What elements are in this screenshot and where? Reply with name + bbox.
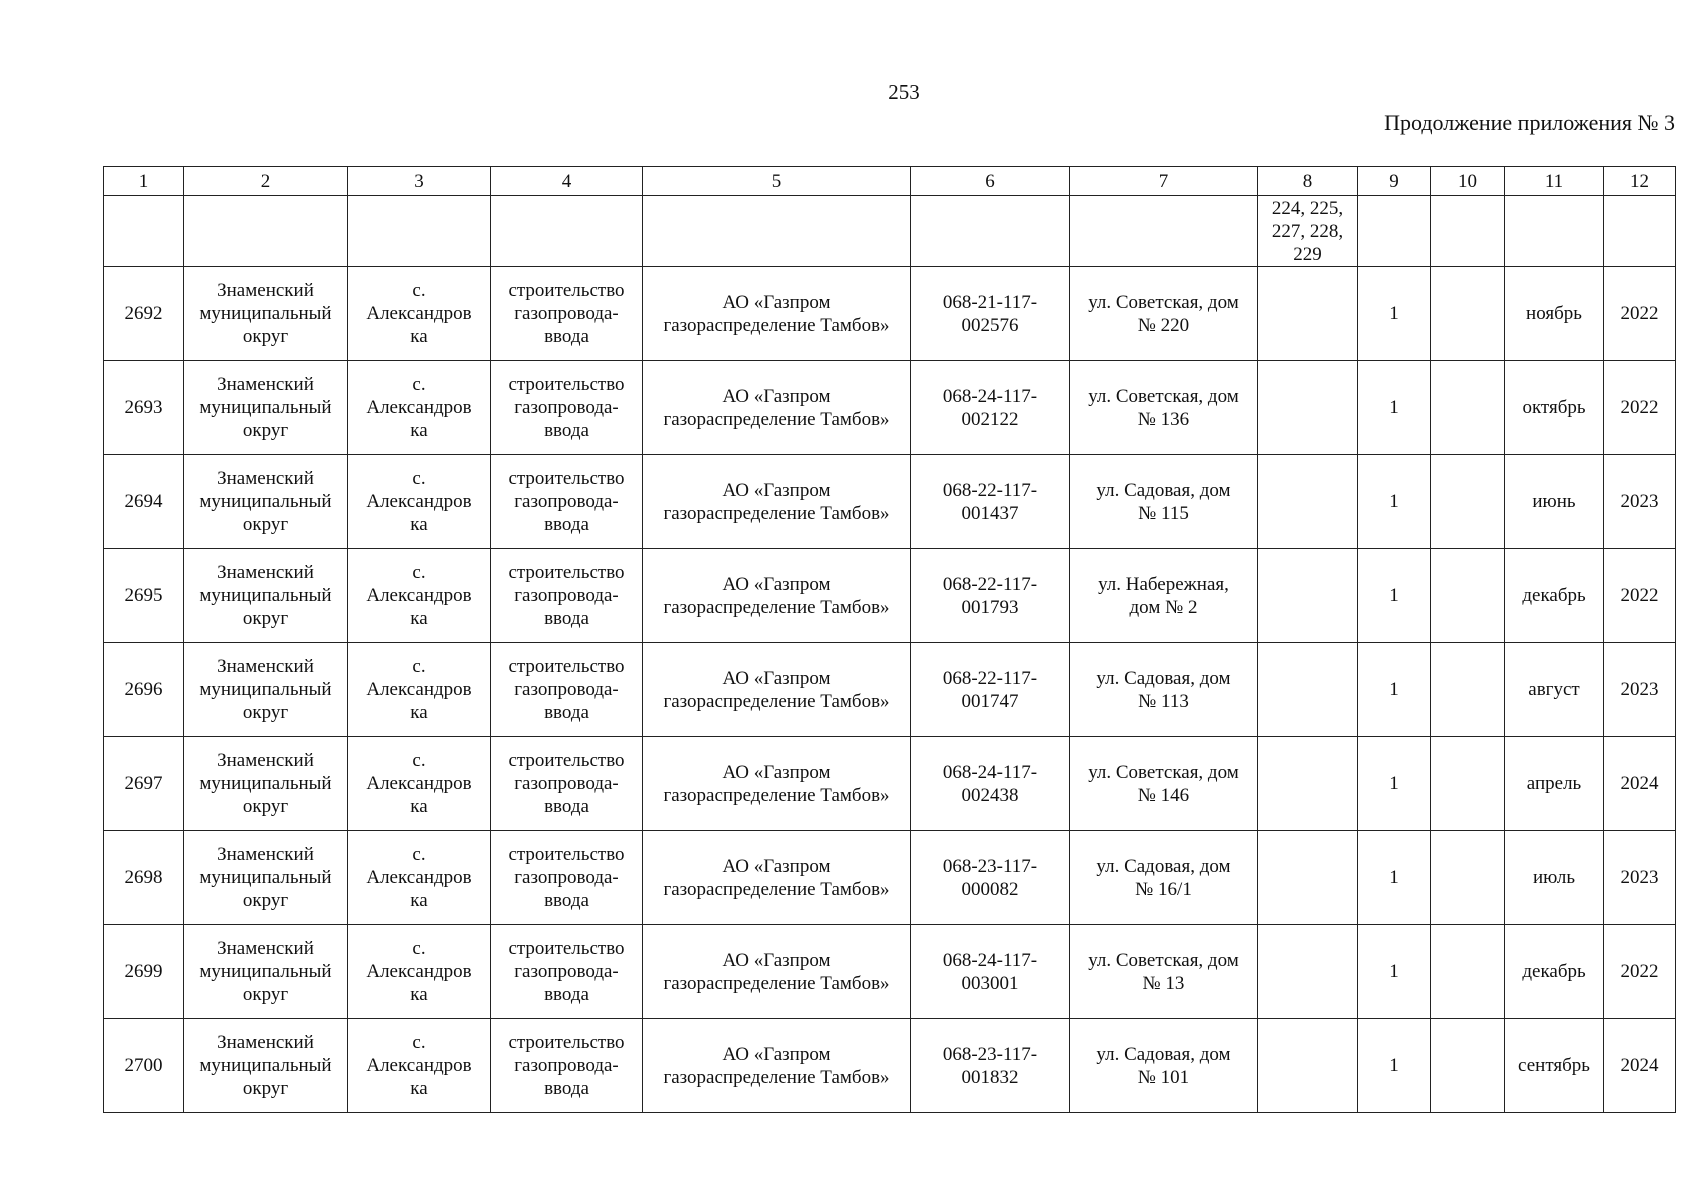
object-code-cell-line: 068-22-117- <box>942 573 1038 595</box>
district-cell <box>184 267 348 361</box>
organization-cell-line: газораспределение Тамбов» <box>663 596 890 618</box>
district-cell <box>184 455 348 549</box>
address-cell <box>1070 549 1258 643</box>
work-type-cell-line: строительство <box>508 468 625 489</box>
district-cell <box>184 1019 348 1113</box>
continuation-col-6 <box>911 196 1070 267</box>
settlement-cell <box>348 737 491 831</box>
work-type-cell <box>491 925 643 1019</box>
object-code-cell <box>911 361 1070 455</box>
object-code-cell-line: 068-23-117- <box>942 855 1038 877</box>
work-type-cell-line: газопровода- <box>514 867 619 888</box>
district-cell-line: округ <box>242 608 289 629</box>
organization-cell-line: АО «Газпром <box>722 479 831 501</box>
column-10-cell <box>1431 831 1505 925</box>
object-code-cell-line: 068-22-117- <box>942 667 1038 689</box>
continuation-col-9 <box>1358 196 1431 267</box>
address-cell-line: ул. Советская, дом <box>1088 291 1239 313</box>
quantity-cell: 1 <box>1358 643 1431 737</box>
continuation-col-11 <box>1505 196 1604 267</box>
continuation-col-12 <box>1604 196 1676 267</box>
organization-cell-line: газораспределение Тамбов» <box>663 314 890 336</box>
organization-cell <box>643 737 911 831</box>
organization-cell <box>643 549 911 643</box>
settlement-cell <box>348 361 491 455</box>
district-cell-line: округ <box>242 514 289 535</box>
column-8-cell <box>1258 455 1358 549</box>
column-header-8: 8 <box>1258 167 1358 196</box>
object-code-cell-line: 068-24-117- <box>942 761 1038 783</box>
object-code-cell <box>911 455 1070 549</box>
month-cell: июнь <box>1505 455 1604 549</box>
month-cell: ноябрь <box>1505 267 1604 361</box>
district-cell-line: муниципальный <box>199 303 332 324</box>
work-type-cell-line: ввода <box>544 796 589 817</box>
column-8-cell <box>1258 361 1358 455</box>
column-header-1: 1 <box>104 167 184 196</box>
address-cell-line: № 146 <box>1137 784 1190 806</box>
record-number-cell: 2697 <box>104 737 184 831</box>
work-type-cell <box>491 361 643 455</box>
column-header-5: 5 <box>643 167 911 196</box>
year-cell: 2022 <box>1604 925 1676 1019</box>
column-header-9: 9 <box>1358 167 1431 196</box>
organization-cell <box>643 1019 911 1113</box>
organization-cell <box>643 925 911 1019</box>
settlement-cell-line: Александров <box>366 303 472 324</box>
work-type-cell-line: ввода <box>544 514 589 535</box>
continuation-col-8-line: 229 <box>1293 243 1322 265</box>
work-type-cell-line: строительство <box>508 374 625 395</box>
address-cell-line: № 115 <box>1138 502 1189 524</box>
object-code-cell <box>911 549 1070 643</box>
settlement-cell-line: с. <box>412 374 426 395</box>
object-code-cell-line: 068-22-117- <box>942 479 1038 501</box>
column-8-cell <box>1258 267 1358 361</box>
address-cell-line: № 13 <box>1142 972 1185 994</box>
work-type-cell-line: строительство <box>508 562 625 583</box>
address-cell-line: № 113 <box>1138 690 1189 712</box>
organization-cell <box>643 455 911 549</box>
address-cell-line: ул. Садовая, дом <box>1096 855 1231 877</box>
settlement-cell-line: ка <box>410 984 428 1005</box>
district-cell-line: Знаменский <box>217 468 314 489</box>
organization-cell-line: АО «Газпром <box>722 949 831 971</box>
quantity-cell: 1 <box>1358 831 1431 925</box>
table-row <box>104 1019 1676 1113</box>
object-code-cell-line: 001437 <box>961 502 1019 524</box>
object-code-cell-line: 002438 <box>961 784 1019 806</box>
year-cell: 2023 <box>1604 455 1676 549</box>
continuation-col-8-line: 227, 228, <box>1271 220 1344 242</box>
object-code-cell <box>911 925 1070 1019</box>
district-cell-line: округ <box>242 326 289 347</box>
month-cell: июль <box>1505 831 1604 925</box>
record-number-cell: 2694 <box>104 455 184 549</box>
address-cell-line: дом № 2 <box>1129 596 1198 618</box>
district-cell-line: муниципальный <box>199 961 332 982</box>
district-cell-line: округ <box>242 796 289 817</box>
object-code-cell-line: 068-21-117- <box>942 291 1038 313</box>
column-header-2: 2 <box>184 167 348 196</box>
column-8-cell <box>1258 737 1358 831</box>
district-cell-line: муниципальный <box>199 867 332 888</box>
work-type-cell-line: строительство <box>508 280 625 301</box>
table-row <box>104 361 1676 455</box>
settlement-cell <box>348 455 491 549</box>
record-number-cell: 2693 <box>104 361 184 455</box>
work-type-cell-line: строительство <box>508 656 625 677</box>
continuation-col-7 <box>1070 196 1258 267</box>
continuation-col-3 <box>348 196 491 267</box>
settlement-cell-line: Александров <box>366 867 472 888</box>
object-code-cell-line: 000082 <box>961 878 1019 900</box>
settlement-cell-line: с. <box>412 1032 426 1053</box>
column-header-11: 11 <box>1505 167 1604 196</box>
continuation-col-8 <box>1258 196 1358 267</box>
object-code-cell <box>911 267 1070 361</box>
organization-cell-line: газораспределение Тамбов» <box>663 972 890 994</box>
work-type-cell <box>491 737 643 831</box>
object-code-cell-line: 001793 <box>961 596 1019 618</box>
address-cell-line: № 220 <box>1137 314 1190 336</box>
settlement-cell-line: Александров <box>366 773 472 794</box>
address-cell-line: ул. Садовая, дом <box>1096 479 1231 501</box>
settlement-cell-line: ка <box>410 514 428 535</box>
quantity-cell: 1 <box>1358 361 1431 455</box>
work-type-cell <box>491 455 643 549</box>
organization-cell-line: газораспределение Тамбов» <box>663 408 890 430</box>
quantity-cell: 1 <box>1358 267 1431 361</box>
district-cell-line: муниципальный <box>199 773 332 794</box>
district-cell-line: муниципальный <box>199 679 332 700</box>
table-body <box>104 196 1676 1113</box>
month-cell: декабрь <box>1505 549 1604 643</box>
settlement-cell <box>348 643 491 737</box>
work-type-cell <box>491 549 643 643</box>
organization-cell-line: газораспределение Тамбов» <box>663 784 890 806</box>
organization-cell-line: АО «Газпром <box>722 761 831 783</box>
settlement-cell-line: с. <box>412 562 426 583</box>
object-code-cell <box>911 831 1070 925</box>
object-code-cell-line: 068-24-117- <box>942 385 1038 407</box>
year-cell: 2024 <box>1604 1019 1676 1113</box>
organization-cell <box>643 267 911 361</box>
month-cell: сентябрь <box>1505 1019 1604 1113</box>
year-cell: 2022 <box>1604 267 1676 361</box>
address-cell-line: ул. Советская, дом <box>1088 761 1239 783</box>
table-row <box>104 643 1676 737</box>
work-type-cell-line: строительство <box>508 844 625 865</box>
settlement-cell <box>348 549 491 643</box>
settlement-cell-line: Александров <box>366 1055 472 1076</box>
district-cell-line: округ <box>242 890 289 911</box>
work-type-cell <box>491 1019 643 1113</box>
object-code-cell-line: 001832 <box>961 1066 1019 1088</box>
address-cell-line: ул. Садовая, дом <box>1096 667 1231 689</box>
work-type-cell-line: ввода <box>544 984 589 1005</box>
quantity-cell: 1 <box>1358 925 1431 1019</box>
settlement-cell-line: Александров <box>366 585 472 606</box>
address-cell-line: № 101 <box>1137 1066 1190 1088</box>
settlement-cell-line: с. <box>412 280 426 301</box>
work-type-cell-line: газопровода- <box>514 303 619 324</box>
settlement-cell-line: с. <box>412 938 426 959</box>
work-type-cell <box>491 643 643 737</box>
district-cell-line: Знаменский <box>217 938 314 959</box>
district-cell <box>184 549 348 643</box>
quantity-cell: 1 <box>1358 455 1431 549</box>
month-cell: октябрь <box>1505 361 1604 455</box>
continuation-col-10 <box>1431 196 1505 267</box>
settlement-cell-line: с. <box>412 656 426 677</box>
address-cell-line: ул. Советская, дом <box>1088 949 1239 971</box>
district-cell-line: округ <box>242 702 289 723</box>
month-cell: август <box>1505 643 1604 737</box>
continuation-row <box>104 196 1676 267</box>
column-10-cell <box>1431 361 1505 455</box>
district-cell-line: Знаменский <box>217 750 314 771</box>
organization-cell-line: АО «Газпром <box>722 855 831 877</box>
address-cell <box>1070 1019 1258 1113</box>
table-row <box>104 267 1676 361</box>
column-header-3: 3 <box>348 167 491 196</box>
work-type-cell <box>491 831 643 925</box>
settlement-cell-line: ка <box>410 702 428 723</box>
settlement-cell <box>348 267 491 361</box>
object-code-cell <box>911 1019 1070 1113</box>
settlement-cell-line: ка <box>410 796 428 817</box>
work-type-cell-line: газопровода- <box>514 1055 619 1076</box>
district-cell-line: Знаменский <box>217 374 314 395</box>
table-row <box>104 925 1676 1019</box>
column-header-4: 4 <box>491 167 643 196</box>
continuation-col-8-line: 224, 225, <box>1271 197 1344 219</box>
column-header-7: 7 <box>1070 167 1258 196</box>
year-cell: 2024 <box>1604 737 1676 831</box>
organization-cell-line: газораспределение Тамбов» <box>663 878 890 900</box>
record-number-cell: 2692 <box>104 267 184 361</box>
work-type-cell-line: ввода <box>544 702 589 723</box>
object-code-cell-line: 003001 <box>961 972 1019 994</box>
column-10-cell <box>1431 267 1505 361</box>
address-cell <box>1070 361 1258 455</box>
organization-cell-line: АО «Газпром <box>722 1043 831 1065</box>
work-type-cell-line: строительство <box>508 1032 625 1053</box>
address-cell-line: № 136 <box>1137 408 1190 430</box>
work-type-cell-line: газопровода- <box>514 679 619 700</box>
work-type-cell-line: ввода <box>544 326 589 347</box>
district-cell-line: Знаменский <box>217 844 314 865</box>
work-type-cell-line: строительство <box>508 750 625 771</box>
quantity-cell: 1 <box>1358 1019 1431 1113</box>
year-cell: 2023 <box>1604 643 1676 737</box>
address-cell <box>1070 267 1258 361</box>
object-code-cell-line: 002576 <box>961 314 1019 336</box>
column-8-cell <box>1258 549 1358 643</box>
district-cell-line: округ <box>242 1078 289 1099</box>
district-cell-line: Знаменский <box>217 1032 314 1053</box>
district-cell-line: муниципальный <box>199 491 332 512</box>
work-type-cell-line: газопровода- <box>514 585 619 606</box>
address-cell-line: ул. Советская, дом <box>1088 385 1239 407</box>
settlement-cell-line: с. <box>412 750 426 771</box>
column-10-cell <box>1431 549 1505 643</box>
page-number: 253 <box>888 80 920 104</box>
address-cell <box>1070 831 1258 925</box>
organization-cell-line: АО «Газпром <box>722 667 831 689</box>
settlement-cell-line: ка <box>410 326 428 347</box>
district-cell-line: Знаменский <box>217 280 314 301</box>
district-cell-line: муниципальный <box>199 1055 332 1076</box>
continuation-col-5 <box>643 196 911 267</box>
settlement-cell-line: Александров <box>366 961 472 982</box>
district-cell-line: муниципальный <box>199 397 332 418</box>
organization-cell-line: газораспределение Тамбов» <box>663 502 890 524</box>
organization-cell <box>643 643 911 737</box>
object-code-cell-line: 068-24-117- <box>942 949 1038 971</box>
work-type-cell-line: газопровода- <box>514 961 619 982</box>
object-code-cell-line: 001747 <box>961 690 1019 712</box>
continuation-col-2 <box>184 196 348 267</box>
settlement-cell-line: ка <box>410 608 428 629</box>
organization-cell <box>643 831 911 925</box>
table-row <box>104 455 1676 549</box>
work-type-cell-line: газопровода- <box>514 491 619 512</box>
district-cell <box>184 737 348 831</box>
column-10-cell <box>1431 455 1505 549</box>
appendix-caption: Продолжение приложения № 3 <box>1384 110 1675 135</box>
column-10-cell <box>1431 1019 1505 1113</box>
column-header-12: 12 <box>1604 167 1676 196</box>
address-cell-line: ул. Садовая, дом <box>1096 1043 1231 1065</box>
object-code-cell <box>911 737 1070 831</box>
settlement-cell <box>348 831 491 925</box>
settlement-cell-line: Александров <box>366 397 472 418</box>
organization-cell-line: газораспределение Тамбов» <box>663 1066 890 1088</box>
organization-cell-line: АО «Газпром <box>722 385 831 407</box>
work-type-cell-line: газопровода- <box>514 773 619 794</box>
address-cell-line: ул. Набережная, <box>1098 573 1229 595</box>
settlement-cell-line: Александров <box>366 491 472 512</box>
organization-cell-line: газораспределение Тамбов» <box>663 690 890 712</box>
district-cell-line: муниципальный <box>199 585 332 606</box>
quantity-cell: 1 <box>1358 737 1431 831</box>
district-cell <box>184 361 348 455</box>
work-type-cell <box>491 267 643 361</box>
continuation-col-4 <box>491 196 643 267</box>
settlement-cell-line: ка <box>410 1078 428 1099</box>
organization-cell-line: АО «Газпром <box>722 291 831 313</box>
column-8-cell <box>1258 831 1358 925</box>
address-cell <box>1070 455 1258 549</box>
district-cell <box>184 831 348 925</box>
address-cell <box>1070 737 1258 831</box>
column-8-cell <box>1258 925 1358 1019</box>
record-number-cell: 2700 <box>104 1019 184 1113</box>
district-cell <box>184 643 348 737</box>
district-cell-line: Знаменский <box>217 656 314 677</box>
year-cell: 2022 <box>1604 361 1676 455</box>
district-cell <box>184 925 348 1019</box>
work-type-cell-line: ввода <box>544 420 589 441</box>
month-cell: апрель <box>1505 737 1604 831</box>
year-cell: 2022 <box>1604 549 1676 643</box>
settlement-cell-line: ка <box>410 420 428 441</box>
district-cell-line: округ <box>242 420 289 441</box>
continuation-col-1 <box>104 196 184 267</box>
work-type-cell-line: строительство <box>508 938 625 959</box>
register-table <box>103 166 1676 1113</box>
address-cell-line: № 16/1 <box>1135 878 1192 900</box>
year-cell: 2023 <box>1604 831 1676 925</box>
organization-cell <box>643 361 911 455</box>
table-row <box>104 737 1676 831</box>
settlement-cell-line: ка <box>410 890 428 911</box>
object-code-cell-line: 068-23-117- <box>942 1043 1038 1065</box>
work-type-cell-line: ввода <box>544 608 589 629</box>
settlement-cell <box>348 925 491 1019</box>
address-cell <box>1070 925 1258 1019</box>
column-number-row <box>104 167 1676 196</box>
settlement-cell <box>348 1019 491 1113</box>
column-8-cell <box>1258 1019 1358 1113</box>
column-header-6: 6 <box>911 167 1070 196</box>
object-code-cell <box>911 643 1070 737</box>
settlement-cell-line: с. <box>412 844 426 865</box>
settlement-cell-line: Александров <box>366 679 472 700</box>
work-type-cell-line: ввода <box>544 890 589 911</box>
settlement-cell-line: с. <box>412 468 426 489</box>
table-row <box>104 831 1676 925</box>
column-8-cell <box>1258 643 1358 737</box>
column-10-cell <box>1431 643 1505 737</box>
record-number-cell: 2698 <box>104 831 184 925</box>
district-cell-line: Знаменский <box>217 562 314 583</box>
table-row <box>104 549 1676 643</box>
month-cell: декабрь <box>1505 925 1604 1019</box>
work-type-cell-line: ввода <box>544 1078 589 1099</box>
record-number-cell: 2699 <box>104 925 184 1019</box>
object-code-cell-line: 002122 <box>961 408 1019 430</box>
table-header <box>104 167 1676 196</box>
address-cell <box>1070 643 1258 737</box>
record-number-cell: 2695 <box>104 549 184 643</box>
column-10-cell <box>1431 925 1505 1019</box>
column-header-10: 10 <box>1431 167 1505 196</box>
organization-cell-line: АО «Газпром <box>722 573 831 595</box>
district-cell-line: округ <box>242 984 289 1005</box>
record-number-cell: 2696 <box>104 643 184 737</box>
quantity-cell: 1 <box>1358 549 1431 643</box>
column-10-cell <box>1431 737 1505 831</box>
work-type-cell-line: газопровода- <box>514 397 619 418</box>
